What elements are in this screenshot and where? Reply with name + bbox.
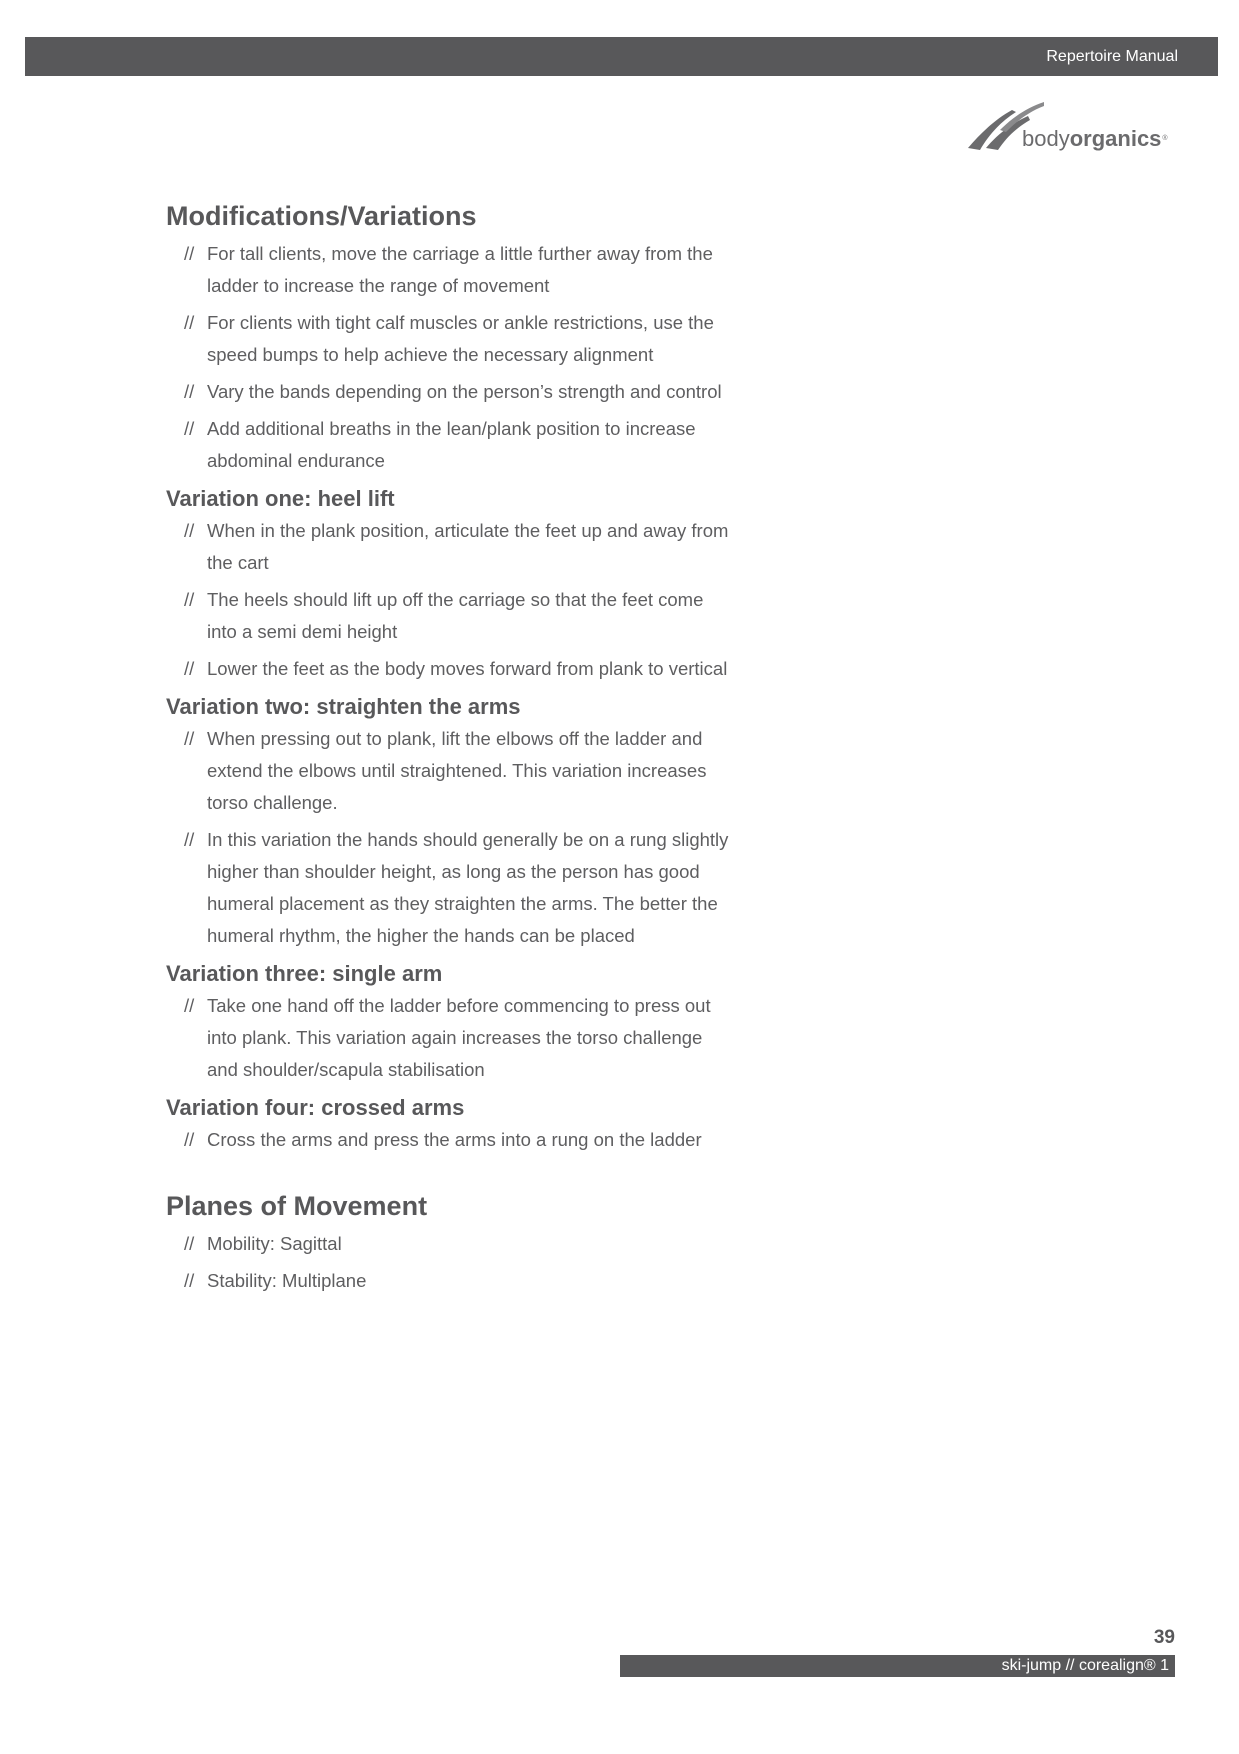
list-item-text: Take one hand off the ladder before commencing to press out into plank. This variation again increases the torso challenge and shoulder/scapula stabilisation bbox=[207, 995, 711, 1080]
list-item-text: For clients with tight calf muscles or ankle restrictions, use the speed bumps to help achieve the necessary alignment bbox=[207, 312, 714, 365]
header-bar bbox=[25, 37, 1218, 76]
bullet-marker: // bbox=[184, 728, 195, 749]
list-item-text: For tall clients, move the carriage a little further away from the ladder to increase the range of movement bbox=[207, 243, 713, 296]
page-number: 39 bbox=[1153, 1627, 1175, 1648]
subheading-variation-four: Variation four: crossed arms bbox=[166, 1095, 465, 1120]
list-item-text: Vary the bands depending on the person’s strength and control bbox=[207, 381, 722, 402]
list-item-text: Lower the feet as the body moves forward from plank to vertical bbox=[207, 658, 728, 679]
footer-bar bbox=[620, 1655, 1175, 1677]
manual-title: Repertoire Manual bbox=[1046, 48, 1178, 65]
list-item-text: When pressing out to plank, lift the elbows off the ladder and extend the elbows until straightened. This variation increases torso challenge. bbox=[207, 728, 707, 813]
modifications-list bbox=[166, 238, 736, 477]
list-item bbox=[166, 824, 736, 952]
bullet-marker: // bbox=[184, 589, 195, 610]
list-item bbox=[166, 238, 736, 302]
list-item-text: Add additional breaths in the lean/plank position to increase abdominal endurance bbox=[207, 418, 696, 471]
list-item-text: Mobility: Sagittal bbox=[207, 1233, 342, 1254]
variation-three-list bbox=[166, 990, 736, 1086]
subheading-variation-one: Variation one: heel lift bbox=[166, 486, 395, 511]
footer-label: ski-jump // corealign® 1 bbox=[1001, 1657, 1169, 1674]
variation-two-list bbox=[166, 723, 736, 952]
bullet-marker: // bbox=[184, 995, 195, 1016]
bullet-marker: // bbox=[184, 1129, 195, 1150]
bullet-marker: // bbox=[184, 1270, 195, 1291]
list-item bbox=[166, 990, 736, 1086]
bullet-marker: // bbox=[184, 658, 195, 679]
planes-of-movement-list bbox=[166, 1228, 736, 1297]
list-item-text: Stability: Multiplane bbox=[207, 1270, 367, 1291]
bullet-marker: // bbox=[184, 829, 195, 850]
logo-text bbox=[1022, 126, 1168, 152]
body-organics-logo bbox=[966, 100, 1186, 156]
main-content bbox=[166, 196, 736, 1302]
list-item bbox=[166, 515, 736, 579]
section-heading-planes-of-movement: Planes of Movement bbox=[166, 1191, 428, 1221]
logo-text-light: body bbox=[1022, 126, 1070, 151]
list-item bbox=[166, 1124, 736, 1156]
bullet-marker: // bbox=[184, 312, 195, 333]
list-item bbox=[166, 376, 736, 408]
list-item bbox=[166, 1265, 736, 1297]
bullet-marker: // bbox=[184, 243, 195, 264]
bullet-marker: // bbox=[184, 381, 195, 402]
list-item bbox=[166, 307, 736, 371]
list-item bbox=[166, 653, 736, 685]
list-item-text: The heels should lift up off the carriage so that the feet come into a semi demi height bbox=[207, 589, 704, 642]
list-item-text: In this variation the hands should generally be on a rung slightly higher than shoulder height, as long as the person has good humeral placement as they straighten the arms. The better the humeral rhythm, the higher the hands can be placed bbox=[207, 829, 729, 946]
list-item-text: Cross the arms and press the arms into a rung on the ladder bbox=[207, 1129, 702, 1150]
section-heading-modifications: Modifications/Variations bbox=[166, 201, 477, 231]
list-item bbox=[166, 723, 736, 819]
list-item bbox=[166, 1228, 736, 1260]
variation-one-list bbox=[166, 515, 736, 685]
bullet-marker: // bbox=[184, 418, 195, 439]
subheading-variation-two: Variation two: straighten the arms bbox=[166, 694, 521, 719]
bullet-marker: // bbox=[184, 520, 195, 541]
bullet-marker: // bbox=[184, 1233, 195, 1254]
subheading-variation-three: Variation three: single arm bbox=[166, 961, 443, 986]
list-item bbox=[166, 413, 736, 477]
list-item-text: When in the plank position, articulate the feet up and away from the cart bbox=[207, 520, 729, 573]
logo-text-bold: organics bbox=[1069, 126, 1162, 151]
logo-registered-mark: ® bbox=[1162, 135, 1168, 142]
variation-four-list bbox=[166, 1124, 736, 1156]
list-item bbox=[166, 584, 736, 648]
